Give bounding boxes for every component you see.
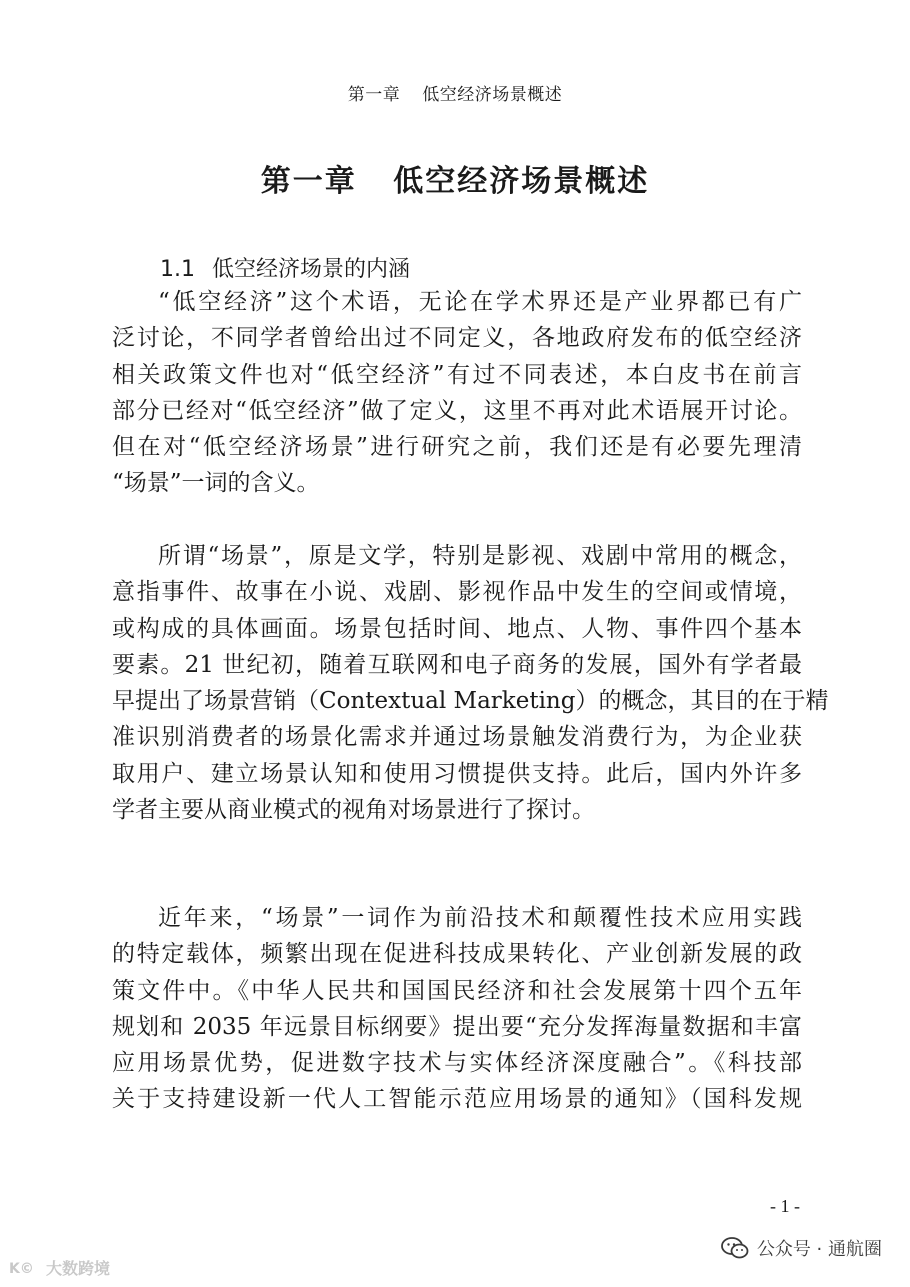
chapter-title-text: 低空经济场景概述 [393, 164, 650, 199]
chapter-title-number: 第一章 [260, 164, 357, 199]
paragraph-1 [112, 284, 802, 502]
running-header-chapter: 第一章 [347, 85, 401, 105]
section-title: 低空经济场景的内涵 [212, 257, 411, 282]
paragraph-line: 学者主要从商业模式的视角对场景进行了探讨。 [112, 797, 595, 824]
paragraph-2 [112, 538, 829, 828]
paragraph-line: 泛讨论，不同学者曾给出过不同定义，各地政府发布的低空经济 [112, 325, 802, 352]
watermark-right [721, 1235, 882, 1261]
paragraph-line: 关于支持建设新一代人工智能示范应用场景的通知》（国科发规 [112, 1086, 802, 1113]
wechat-icon [721, 1236, 749, 1260]
paragraph-line: 应用场景优势，促进数字技术与实体经济深度融合”。《科技部 [112, 1050, 802, 1077]
chapter-title [0, 156, 910, 200]
paragraph-line: 的特定载体，频繁出现在促进科技成果转化、产业创新发展的政 [112, 941, 802, 968]
paragraph-line: 准识别消费者的场景化需求并通过场景触发消费行为，为企业获 [112, 724, 802, 751]
paragraph-line: 相关政策文件也对“低空经济”有过不同表述，本白皮书在前言 [112, 361, 802, 388]
watermark-left-text: 大数跨境 [46, 1259, 111, 1278]
paragraph-line: 近年来，“场景”一词作为前沿技术和颠覆性技术应用实践 [158, 905, 802, 931]
paragraph-line: 早提出了场景营销（Contextual Marketing）的概念，其目的在于精 [112, 688, 829, 715]
paragraph-line: 意指事件、故事在小说、戏剧、影视作品中发生的空间或情境， [112, 579, 802, 606]
paragraph-line: 取用户、建立场景认知和使用习惯提供支持。此后，国内外许多 [112, 760, 802, 787]
watermark-left [8, 1256, 110, 1279]
page-number: - 1 - [770, 1196, 800, 1216]
logo-mark-icon [8, 1258, 42, 1278]
paragraph-line: 要素。21 世纪初，随着互联网和电子商务的发展，国外有学者最 [112, 651, 802, 678]
paragraph-line: 策文件中。《中华人民共和国国民经济和社会发展第十四个五年 [112, 977, 802, 1004]
paragraph-line: 但在对“低空经济场景”进行研究之前，我们还是有必要先理清 [112, 434, 802, 461]
svg-text:K©: K© [9, 1260, 34, 1277]
watermark-right-text: 公众号 · 通航圈 [756, 1239, 882, 1260]
paragraph-line: 所谓“场景”，原是文学，特别是影视、戏剧中常用的概念， [158, 543, 802, 569]
paragraph-line: 或构成的具体画面。场景包括时间、地点、人物、事件四个基本 [112, 615, 802, 642]
paragraph-line: 部分已经对“低空经济”做了定义，这里不再对此术语展开讨论。 [112, 397, 802, 424]
running-header-title: 低空经济场景概述 [422, 85, 563, 105]
running-header [0, 80, 910, 105]
section-number: 1.1 [160, 257, 195, 282]
paragraph-line: “低空经济”这个术语，无论在学术界还是产业界都已有广 [158, 289, 802, 315]
paragraph-line: “场景”一词的含义。 [112, 470, 320, 497]
paragraph-3 [112, 900, 802, 1118]
section-heading [160, 252, 410, 283]
paragraph-line: 规划和 2035 年远景目标纲要》提出要“充分发挥海量数据和丰富 [112, 1013, 802, 1040]
